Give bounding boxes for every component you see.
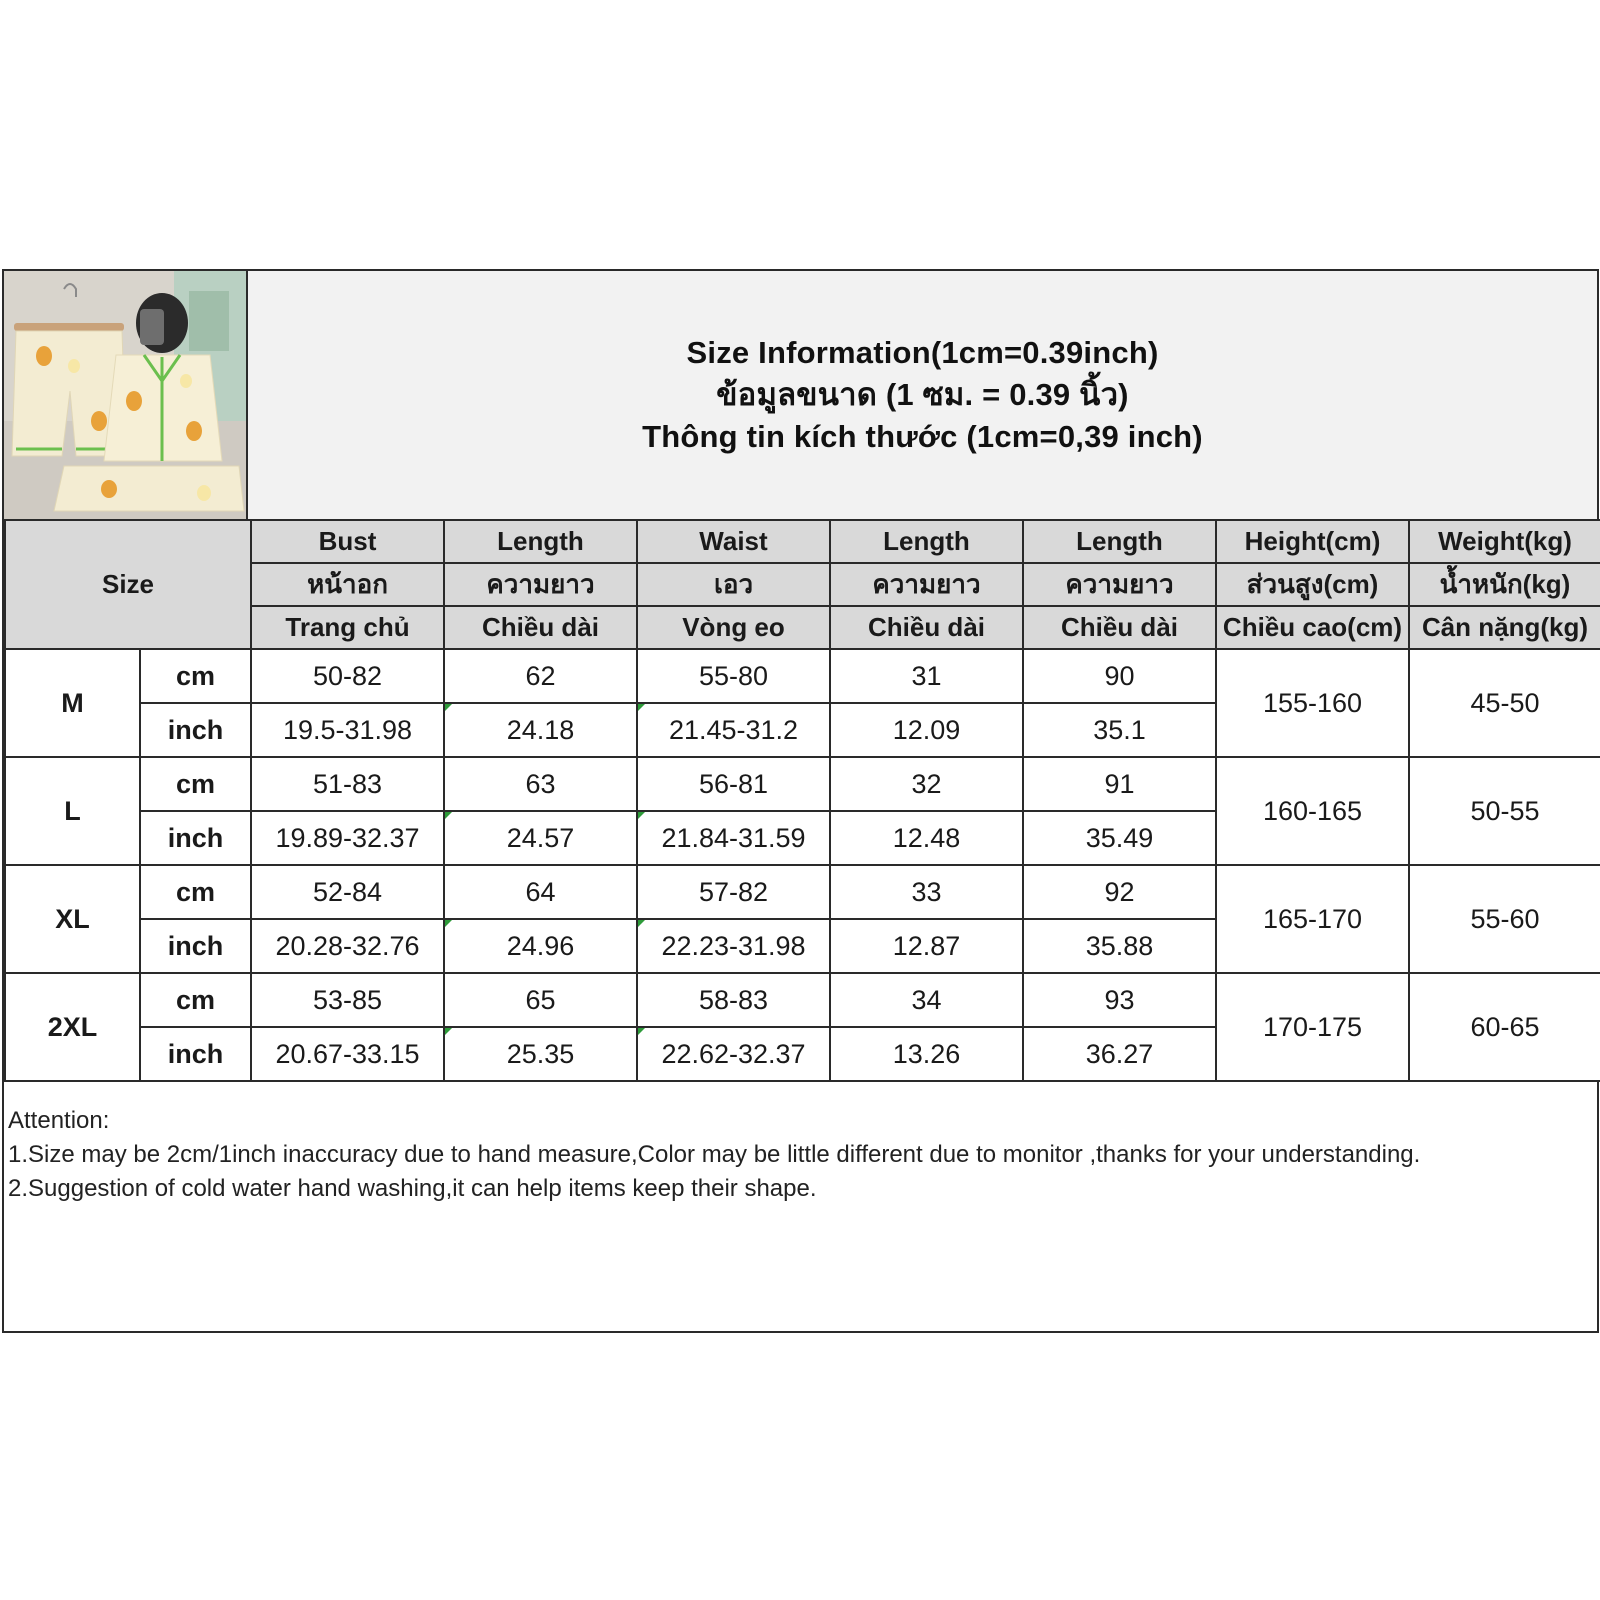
cell-cm: 51-83 [251, 757, 444, 811]
cell-cm: 64 [444, 865, 637, 919]
cell-cm: 31 [830, 649, 1023, 703]
size-chart [2, 269, 1599, 1333]
cell-cm: 62 [444, 649, 637, 703]
col-header-en: Waist [637, 520, 830, 563]
col-header-th: ความยาว [830, 563, 1023, 606]
col-header-vi: Chiều dài [1023, 606, 1216, 649]
cell-cm: 93 [1023, 973, 1216, 1027]
col-header-en: Length [830, 520, 1023, 563]
size-table [4, 519, 1600, 1082]
unit-cm: cm [140, 865, 251, 919]
cell-inch: 12.87 [830, 919, 1023, 973]
cell-cm: 55-80 [637, 649, 830, 703]
cell-inch: 12.09 [830, 703, 1023, 757]
cell-inch: 20.28-32.76 [251, 919, 444, 973]
col-header-vi: Chiều dài [444, 606, 637, 649]
cell-inch: 21.45-31.2 [637, 703, 830, 757]
cell-inch: 22.23-31.98 [637, 919, 830, 973]
unit-inch: inch [140, 811, 251, 865]
size-row-cm [5, 865, 1600, 919]
cell-inch: 12.48 [830, 811, 1023, 865]
title-thai: ข้อมูลขนาด (1 ซม. = 0.39 นิ้ว) [716, 377, 1129, 412]
cell-inch: 13.26 [830, 1027, 1023, 1081]
cell-inch: 22.62-32.37 [637, 1027, 830, 1081]
col-header-vi: Trang chủ [251, 606, 444, 649]
cell-cm: 92 [1023, 865, 1216, 919]
col-header-th: น้ำหนัก(kg) [1409, 563, 1600, 606]
cell-inch: 35.1 [1023, 703, 1216, 757]
unit-cm: cm [140, 649, 251, 703]
col-header-en: Bust [251, 520, 444, 563]
cell-cm: 50-82 [251, 649, 444, 703]
size-header: Size [5, 520, 251, 649]
notes-heading: Attention: [8, 1107, 110, 1134]
cell-inch: 24.18 [444, 703, 637, 757]
cell-weight: 60-65 [1409, 973, 1600, 1081]
cell-inch: 36.27 [1023, 1027, 1216, 1081]
col-header-vi: Vòng eo [637, 606, 830, 649]
cell-inch: 25.35 [444, 1027, 637, 1081]
unit-cm: cm [140, 757, 251, 811]
cell-inch: 35.88 [1023, 919, 1216, 973]
col-header-vi: Chiều dài [830, 606, 1023, 649]
cell-weight: 50-55 [1409, 757, 1600, 865]
col-header-en: Length [1023, 520, 1216, 563]
product-photo [4, 271, 248, 519]
title-english: Size Information(1cm=0.39inch) [686, 335, 1159, 370]
cell-cm: 32 [830, 757, 1023, 811]
cell-inch: 24.96 [444, 919, 637, 973]
size-label: 2XL [5, 973, 140, 1081]
col-header-en: Height(cm) [1216, 520, 1409, 563]
cell-inch: 19.5-31.98 [251, 703, 444, 757]
header-row-english [5, 520, 1600, 563]
size-label: XL [5, 865, 140, 973]
col-header-th: ส่วนสูง(cm) [1216, 563, 1409, 606]
cell-cm: 34 [830, 973, 1023, 1027]
unit-inch: inch [140, 1027, 251, 1081]
cell-cm: 90 [1023, 649, 1216, 703]
unit-inch: inch [140, 919, 251, 973]
size-row-cm [5, 757, 1600, 811]
cell-inch: 24.57 [444, 811, 637, 865]
cell-height: 160-165 [1216, 757, 1409, 865]
cell-inch: 21.84-31.59 [637, 811, 830, 865]
cell-cm: 52-84 [251, 865, 444, 919]
pajama-model-image [4, 271, 246, 519]
cell-height: 165-170 [1216, 865, 1409, 973]
cell-height: 155-160 [1216, 649, 1409, 757]
cell-cm: 57-82 [637, 865, 830, 919]
size-label: M [5, 649, 140, 757]
cell-cm: 53-85 [251, 973, 444, 1027]
cell-cm: 58-83 [637, 973, 830, 1027]
col-header-vi: Chiều cao(cm) [1216, 606, 1409, 649]
cell-weight: 55-60 [1409, 865, 1600, 973]
size-label: L [5, 757, 140, 865]
unit-inch: inch [140, 703, 251, 757]
size-row-cm [5, 973, 1600, 1027]
cell-cm: 33 [830, 865, 1023, 919]
col-header-th: ความยาว [444, 563, 637, 606]
cell-cm: 65 [444, 973, 637, 1027]
cell-inch: 20.67-33.15 [251, 1027, 444, 1081]
cell-cm: 91 [1023, 757, 1216, 811]
col-header-th: หน้าอก [251, 563, 444, 606]
unit-cm: cm [140, 973, 251, 1027]
col-header-en: Weight(kg) [1409, 520, 1600, 563]
col-header-vi: Cân nặng(kg) [1409, 606, 1600, 649]
cell-inch: 35.49 [1023, 811, 1216, 865]
cell-weight: 45-50 [1409, 649, 1600, 757]
notes-line-1: 1.Size may be 2cm/1inch inaccuracy due to hand measure,Color may be little different due to monitor ,thanks for your understanding. [8, 1141, 1421, 1168]
size-row-cm [5, 649, 1600, 703]
col-header-th: ความยาว [1023, 563, 1216, 606]
title-box [248, 271, 1597, 519]
notes-line-2: 2.Suggestion of cold water hand washing,it can help items keep their shape. [8, 1175, 817, 1202]
col-header-th: เอว [637, 563, 830, 606]
col-header-en: Length [444, 520, 637, 563]
cell-inch: 19.89-32.37 [251, 811, 444, 865]
attention-notes [8, 1104, 1593, 1206]
cell-cm: 63 [444, 757, 637, 811]
cell-cm: 56-81 [637, 757, 830, 811]
title-vietnamese: Thông tin kích thước (1cm=0,39 inch) [642, 419, 1203, 454]
cell-height: 170-175 [1216, 973, 1409, 1081]
